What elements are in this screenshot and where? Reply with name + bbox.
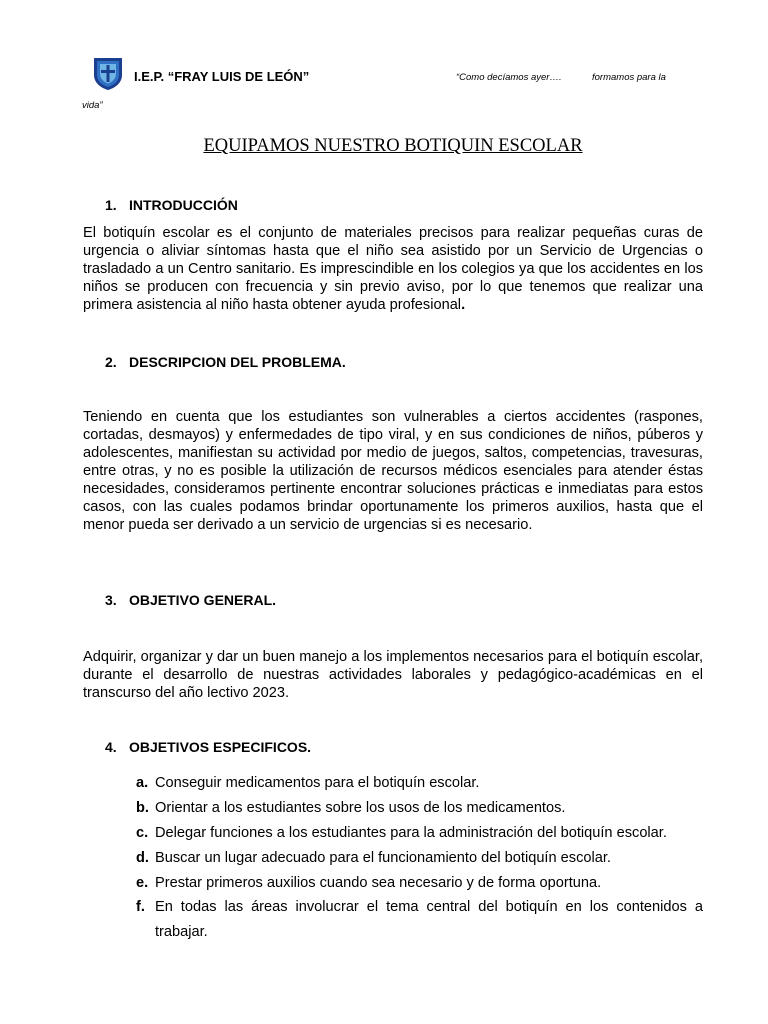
motto-part-2: formamos para la <box>592 72 666 83</box>
section-title: OBJETIVOS ESPECIFICOS. <box>129 739 312 755</box>
document-title: EQUIPAMOS NUESTRO BOTIQUIN ESCOLAR <box>203 136 583 156</box>
section-title: OBJETIVO GENERAL. <box>129 592 277 608</box>
section-number: 2. <box>105 354 117 370</box>
section-heading-descripcion <box>105 354 346 370</box>
list-item <box>136 774 703 792</box>
list-item <box>136 824 703 842</box>
section-number: 4. <box>105 739 117 755</box>
section-heading-objetivos-especificos <box>105 739 311 755</box>
list-text: Orientar a los estudiantes sobre los usos de los medicamentos. <box>155 800 566 816</box>
body-text: El botiquín escolar es el conjunto de materiales precisos para realizar pequeñas curas de urgencia o aliviar síntomas hasta que el niño sea asistido por un Servicio de Urgencias o trasladado a un Centro sanitario. Es imprescindible en los colegios ya que los accidentes en los niños se producen con frecuencia y sin previo aviso, por lo que tenemos que realizar una primera asistencia al niño hasta obtener ayuda profesional <box>83 225 703 313</box>
list-text: Buscar un lugar adecuado para el funcionamiento del botiquín escolar. <box>155 850 611 866</box>
list-item <box>136 874 703 892</box>
section-heading-objetivo-general <box>105 592 276 608</box>
objectives-list <box>136 774 703 952</box>
section-title: INTRODUCCIÓN <box>129 197 238 213</box>
list-text: Delegar funciones a los estudiantes para la administración del botiquín escolar. <box>155 825 667 841</box>
section-body-introduccion <box>83 224 703 314</box>
section-number: 3. <box>105 592 117 608</box>
body-text-end: . <box>461 297 466 313</box>
list-letter: e. <box>136 875 149 891</box>
school-name: I.E.P. “FRAY LUIS DE LEÓN” <box>134 69 310 84</box>
section-body-descripcion: Teniendo en cuenta que los estudiantes son vulnerables a ciertos accidentes (raspones, cortadas, desmayos) y enfermedades de tipo viral, y en sus condiciones de niños, púberos y adolescentes, manifiestan su actividad por medio de juegos, saltos, competencias, travesuras, entre otras, y no es posible la utilización de recursos médicos esenciales para atender éstas necesidades, consideramos pertinente encontrar soluciones prácticas e inmediatas para estos casos, con las cuales podamos brindar oportunamente los primeros auxilios, hasta que el menor pueda ser derivado a un servicio de urgencias si es necesario. <box>83 409 703 533</box>
section-title: DESCRIPCION DEL PROBLEMA. <box>129 354 346 370</box>
list-letter: f. <box>136 899 145 915</box>
list-letter: c. <box>136 825 149 841</box>
list-text: Prestar primeros auxilios cuando sea necesario y de forma oportuna. <box>155 875 602 891</box>
motto-part-1: “Como decíamos ayer…. <box>456 72 562 83</box>
list-letter: d. <box>136 850 149 866</box>
school-crest-icon <box>90 55 126 91</box>
list-text: En todas las áreas involucrar el tema central del botiquín en los contenidos a trabajar. <box>155 899 703 940</box>
motto-part-3: vida” <box>82 100 103 111</box>
list-item <box>136 895 703 945</box>
section-heading-introduccion <box>105 197 238 213</box>
list-letter: b. <box>136 800 149 816</box>
list-letter: a. <box>136 775 149 791</box>
section-body-objetivo-general: Adquirir, organizar y dar un buen manejo a los implementos necesarios para el botiquín escolar, durante el desarrollo de nuestras actividades laborales y pedagógico-académicas en el transcurso del año lectivo 2023. <box>83 649 703 701</box>
list-text: Conseguir medicamentos para el botiquín escolar. <box>155 775 480 791</box>
list-item <box>136 799 703 817</box>
list-item <box>136 849 703 867</box>
section-number: 1. <box>105 197 117 213</box>
